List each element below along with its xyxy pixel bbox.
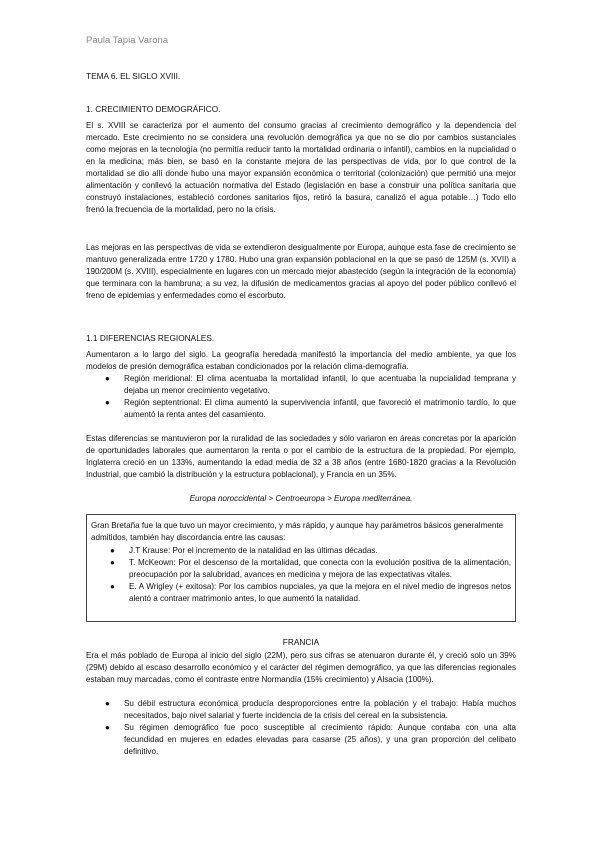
author-header: Paula Tapia Varona: [86, 35, 169, 46]
francia-list: [86, 698, 516, 758]
bullet-icon: ●: [110, 558, 115, 567]
list-item: [86, 373, 516, 397]
paragraph-crecimiento-1: El s. XVIII se caracteriza por el aumento del consumo gracias al crecimiento demográfico y la dependencia del mercado. Este crecimiento no se considera una revolución demográfica ya que no se dio por cambios sustanciales como mejoras en la tecnología (no permitía reducir tanto la mortalidad ordinaria o infantil), cambios en la nupcialidad o en la medicina; más bien, se basó en la constante mejora de las perspectivas de vida, por lo que control de la mortalidad se dio allí donde hubo una mayor expansión económica o territorial (colonización) que permitió una mejor alimentación y conllevó la actuación normativa del Estado (legislación en base a construir una política sanitaria que construyó instalaciones, estableció cordones sanitarios fijos, retiró la basura, canalizó el agua potable…) Todo ello frenó la frecuencia de la mortalidad, pero no la crisis.: [86, 121, 516, 214]
bullet-icon: ●: [105, 699, 110, 708]
bullet-icon: ●: [105, 398, 110, 407]
box-causes-list: [91, 545, 511, 605]
bullet-icon: ●: [110, 546, 115, 555]
list-item-text: J.T Krause: Por el incremento de la natalidad en las últimas décadas.: [129, 546, 378, 555]
ranking-line: Europa noroccidental > Centroeuropa > Europa mediterránea.: [189, 494, 413, 503]
list-item: [86, 698, 516, 722]
bullet-icon: ●: [105, 374, 110, 383]
list-item: [86, 722, 516, 758]
bullet-icon: ●: [110, 582, 115, 591]
list-item: [91, 557, 511, 581]
list-item-text: E. A Wrigley (+ exitosa): Por los cambios nupciales, ya que la mejora en el nivel medio de ingresos netos alentó a contraer matrimonio antes, lo que aumentó la natalidad.: [129, 582, 511, 603]
paragraph-diferencias-intro: Aumentaron a lo largo del siglo. La geografía heredada manifestó la importancia del medio ambiente, ya que los modelos de presión demográfica estaban condicionados por la relación clima-demografía.: [86, 350, 516, 371]
list-item: [91, 545, 511, 557]
section-heading-diferencias: 1.1 DIFERENCIAS REGIONALES.: [86, 333, 215, 343]
list-item-text: T. McKeown: Por el descenso de la mortalidad, que conecta con la evolución positiva de la alimentación, preocupación por la salubridad, avances en medicina y mejora de las expectativas vitales.: [129, 558, 511, 579]
box-intro: Gran Bretaña fue la que tuvo un mayor crecimiento, y más rápido, y aunque hay parámetros básicos generalmente admitidos, también hay discordancia entre las causas:: [91, 521, 504, 542]
francia-heading: FRANCIA: [282, 637, 320, 647]
list-item: [91, 581, 511, 605]
paragraph-francia: Era el más poblado de Europa al inicio del siglo (22M), pero sus cifras se atenuaron durante él, y creció solo un 39% (29M) debido al escaso desarrollo económico y el carácter del régimen demográfico, ya que las diferencias regionales estaban muy marcadas, como el contraste entre Normandía (15% crecimiento) y Alsacia (100%).: [86, 651, 516, 684]
paragraph-diferencias-2: Estas diferencias se mantuvieron por la ruralidad de las sociedades y sólo variaron en áreas concretas por la aparición de oportunidades laborales que aumentaron la renta o por el cambio de la estructura de la propiedad. Por ejemplo, Inglaterra creció en un 133%, aumentando la edad media de 32 a 38 años (entre 1680-1820 gracias a la Revolución Industrial, que cambió la distribución y la estructura poblacional), y Francia en un 35%.: [86, 434, 516, 479]
list-item-text: Región meridional: El clima acentuaba la mortalidad infantil, lo que acentuaba la nupcialidad temprana y dejaba un menor crecimiento vegetativo.: [124, 374, 516, 395]
bullet-icon: ●: [105, 723, 110, 732]
section-heading-crecimiento: 1. CRECIMIENTO DEMOGRÁFICO.: [86, 104, 221, 114]
list-item: [86, 397, 516, 421]
paragraph-crecimiento-2: Las mejoras en las perspectivas de vida se extendieron desigualmente por Europa, aunque esta fase de crecimiento se mantuvo generalizada entre 1720 y 1780. Hubo una gran expansión poblacional en la que se pasó de 125M (s. XVII) a 190/200M (s. XVIII), especialmente en lugares con un mercado mejor abastecido (según la integración de la economía) que terminara con la hambruna; a su vez, la difusión de medicamentos gracias al apoyo del poder público conllevó el freno de epidemias y enfermedades como el escorbuto.: [86, 243, 516, 300]
list-item-text: Su débil estructura económica producía desproporciones entre la población y el trabajo: Había muchos necesitados, bajo nivel salarial y fuerte incidencia de la crisis del cereal en la subsistencia.: [124, 699, 516, 720]
document-title: TEMA 6. EL SIGLO XVIII.: [86, 71, 181, 81]
gran-bretana-box: [86, 514, 516, 622]
list-item-text: Su régimen demográfico fue poco susceptible al crecimiento rápido: Aunque contaba con una alta fecundidad en mujeres en edades elevadas para casarse (25 años), y una gran proporción del celibato definitivo.: [124, 723, 516, 756]
regiones-list: [86, 373, 516, 421]
list-item-text: Región septentrional: El clima aumentó la supervivencia infantil, que favoreció el matrimonio tardío, lo que aumentó la renta antes del casamiento.: [124, 398, 516, 419]
